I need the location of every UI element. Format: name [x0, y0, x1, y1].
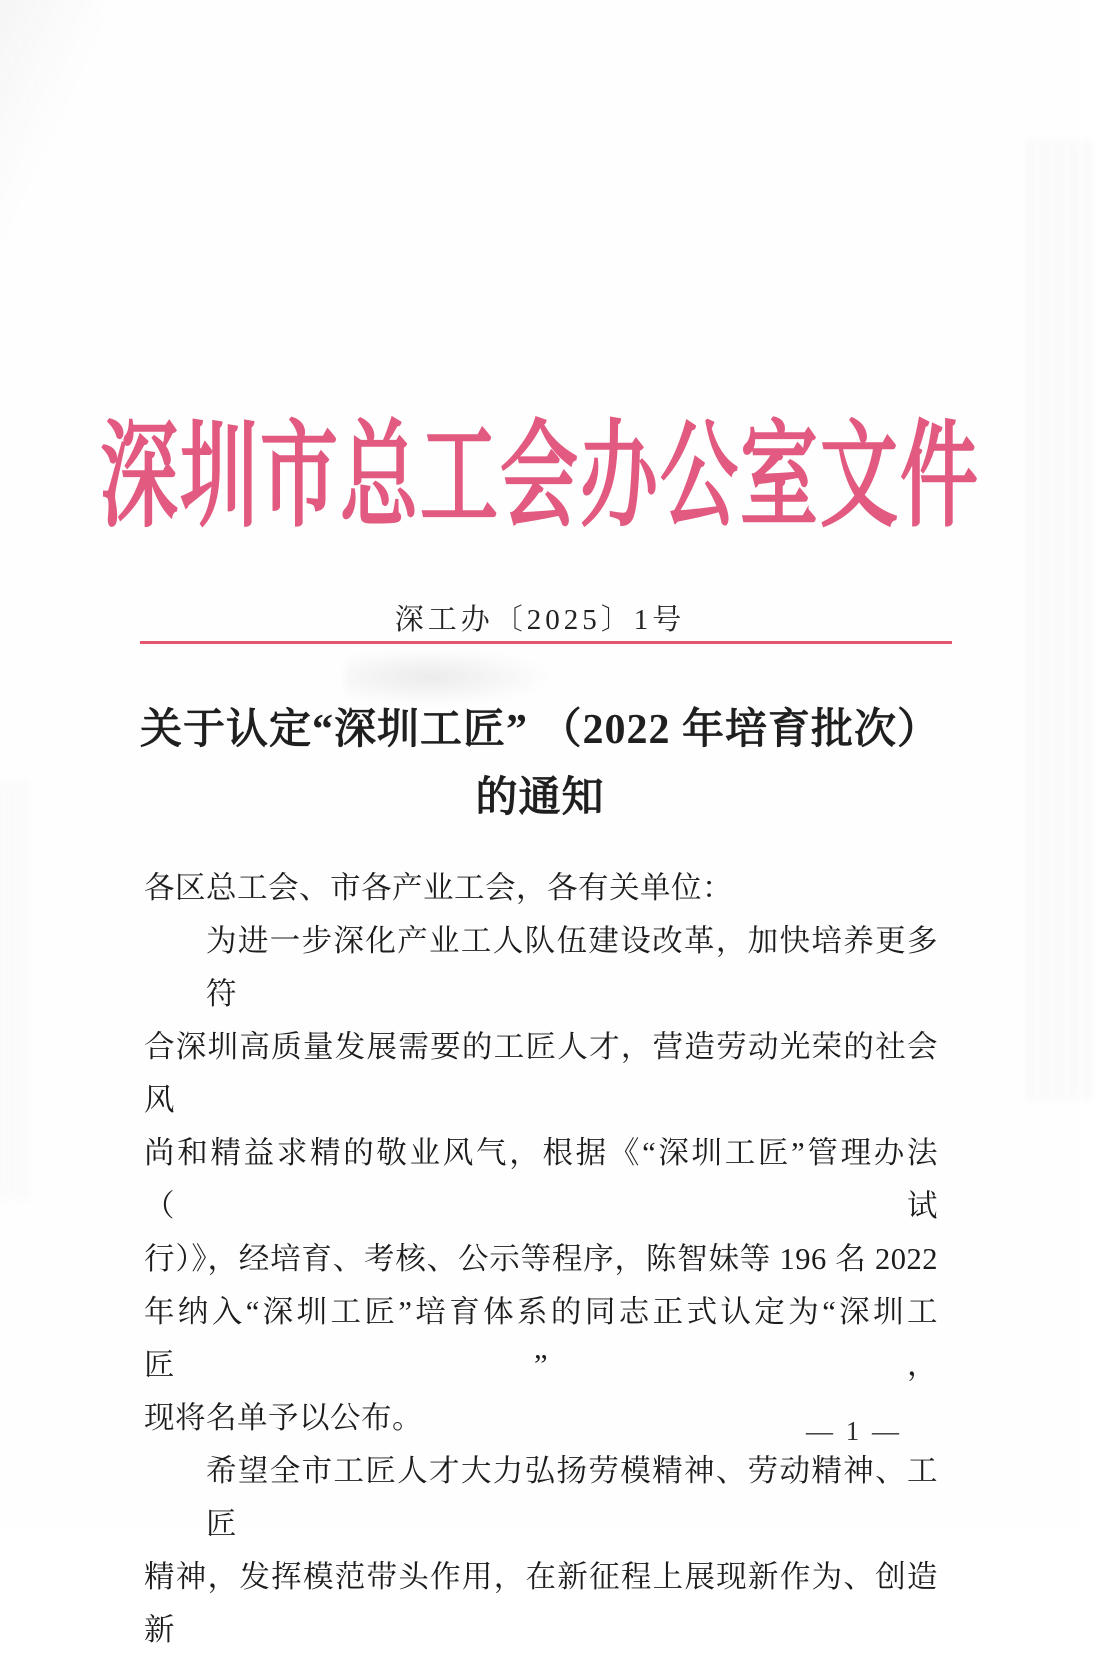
- body-line: 为进一步深化产业工人队伍建设改革，加快培养更多符: [206, 924, 938, 1011]
- body-line: 希望全市工匠人才大力弘扬劳模精神、劳动精神、工匠: [206, 1454, 938, 1541]
- masthead-title: 深圳市总工会办公室文件: [99, 412, 980, 541]
- document-title-line1: 关于认定“深圳工匠” （2022 年培育批次）: [139, 707, 940, 753]
- red-divider-rule: [140, 641, 952, 644]
- body-line: 年纳入“深圳工匠”培育体系的同志正式认定为“深圳工匠”，: [144, 1295, 938, 1382]
- page-number: — 1 —: [806, 1416, 902, 1446]
- scan-artifact-left: [0, 780, 32, 1200]
- masthead: [0, 384, 1080, 541]
- body-line: 现将名单予以公布。: [144, 1401, 423, 1435]
- document-body: [144, 862, 938, 1657]
- body-line: 尚和精益求精的敬业风气，根据《“深圳工匠”管理办法（试: [144, 1136, 938, 1223]
- document-number: 深工办〔2025〕1号: [394, 604, 686, 636]
- body-line: 行）》，经培育、考核、公示等程序，陈智妹等 196 名 2022: [144, 1242, 938, 1276]
- scan-artifact-top-left: [0, 0, 100, 250]
- body-line: 精神，发挥模范带头作用，在新征程上展现新作为、创造新: [144, 1560, 938, 1647]
- document-title-line2: 的通知: [475, 775, 605, 821]
- body-line: 合深圳高质量发展需要的工匠人才，营造劳动光荣的社会风: [144, 1030, 938, 1117]
- document-title: [70, 696, 1010, 832]
- body-line-salutation: 各区总工会、市各产业工会，各有关单位：: [144, 871, 733, 905]
